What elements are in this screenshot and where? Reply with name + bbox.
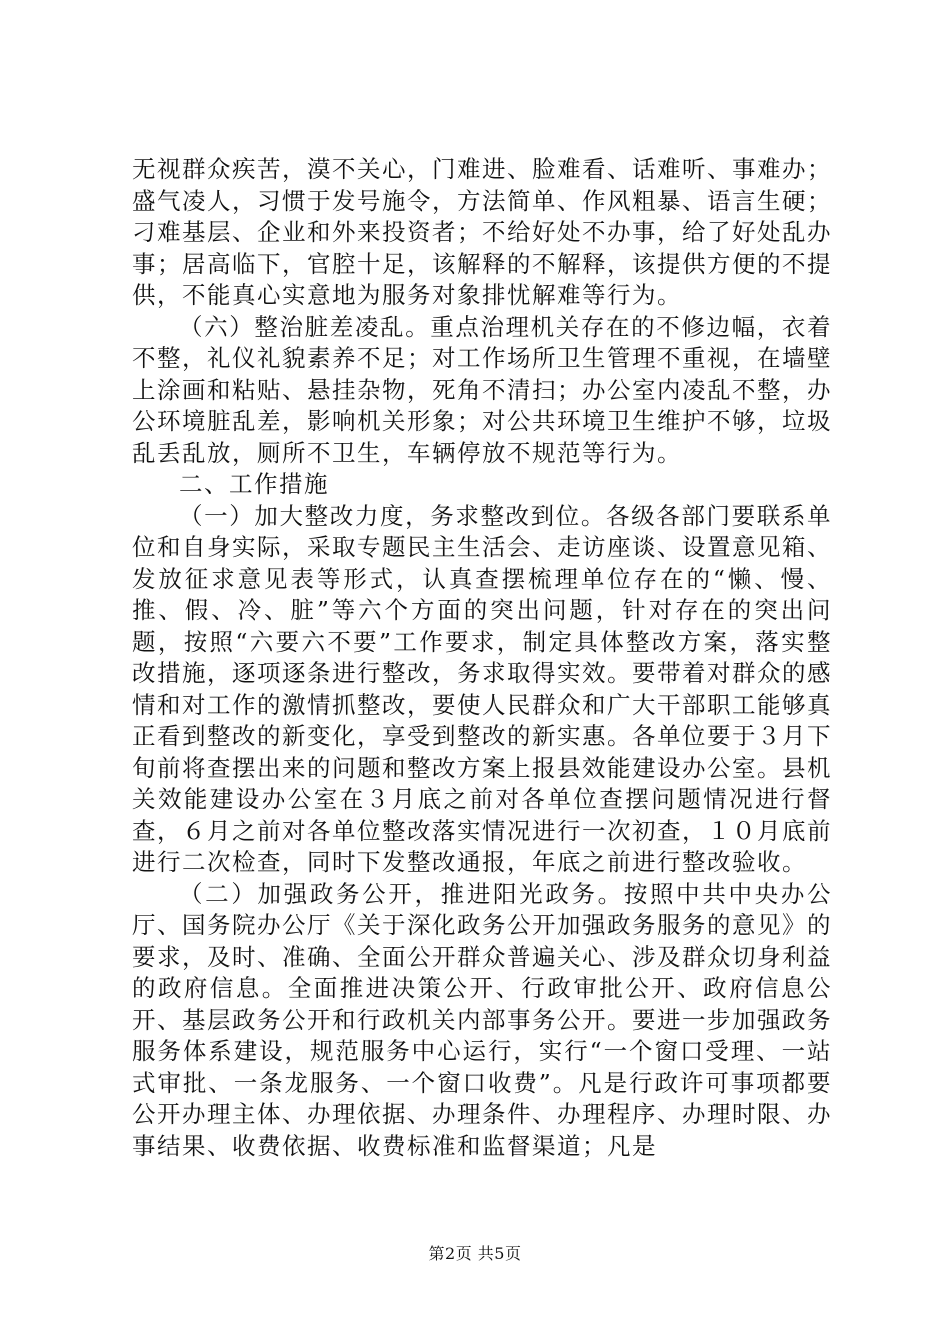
paragraph-continuation: 无视群众疾苦，漠不关心，门难进、脸难看、话难听、事难办；盛气凌人，习惯于发号施令，方法简单、作风粗暴、语言生硬；刁难基层、企业和外来投资者；不给好处不办事，给了好处乱办事；居高临下，官腔十足，该解释的不解释，该提供方便的不提供，不能真心实意地为服务对象排忧解难等行为。 — [132, 155, 832, 309]
paragraph-measure-one: （一）加大整改力度，务求整改到位。各级各部门要联系单位和自身实际，采取专题民主生活会、走访座谈、设置意见箱、发放征求意见表等形式，认真查摆梳理单位存在的“懒、慢、推、假、冷、脏”等六个方面的突出问题，针对存在的突出问题，按照“六要六不要”工作要求，制定具体整改方案，落实整改措施，逐项逐条进行整改，务求取得实效。要带着对群众的感情和对工作的激情抓整改，要使人民群众和广大干部职工能够真正看到整改的新变化，享受到整改的新实惠。各单位要于３月下旬前将查摆出来的问题和整改方案上报县效能建设办公室。县机关效能建设办公室在３月底之前对各单位查摆问题情况进行督查，６月之前对各单位整改落实情况进行一次初查，１０月底前进行二次检查，同时下发整改通报，年底之前进行整改验收。 — [132, 501, 832, 876]
paragraph-section-six: （六）整治脏差凌乱。重点治理机关存在的不修边幅，衣着不整，礼仪礼貌素养不足；对工作场所卫生管理不重视，在墙壁上涂画和粘贴、悬挂杂物，死角不清扫；办公室内凌乱不整，办公环境脏乱差，影响机关形象；对公共环境卫生维护不够，垃圾乱丢乱放，厕所不卫生，车辆停放不规范等行为。 — [132, 312, 832, 467]
document-body — [132, 154, 832, 1162]
section-heading-work-measures: 二、工作措施 — [179, 470, 329, 498]
page-number-footer: 第2页 共5页 — [428, 1244, 522, 1263]
paragraph-measure-two: （二）加强政务公开，推进阳光政务。按照中共中央办公厅、国务院办公厅《关于深化政务公开加强政务服务的意见》的要求，及时、准确、全面公开群众普遍关心、涉及群众切身利益的政府信息。全面推进决策公开、行政审批公开、政府信息公开、基层政务公开和行政机关内部事务公开。要进一步加强政务服务体系建设，规范服务中心运行，实行“一个窗口受理、一站式审批、一条龙服务、一个窗口收费”。凡是行政许可事项都要公开办理主体、办理依据、办理条件、办理程序、办理时限、办事结果、收费依据、收费标准和监督渠道；凡是 — [132, 879, 832, 1160]
